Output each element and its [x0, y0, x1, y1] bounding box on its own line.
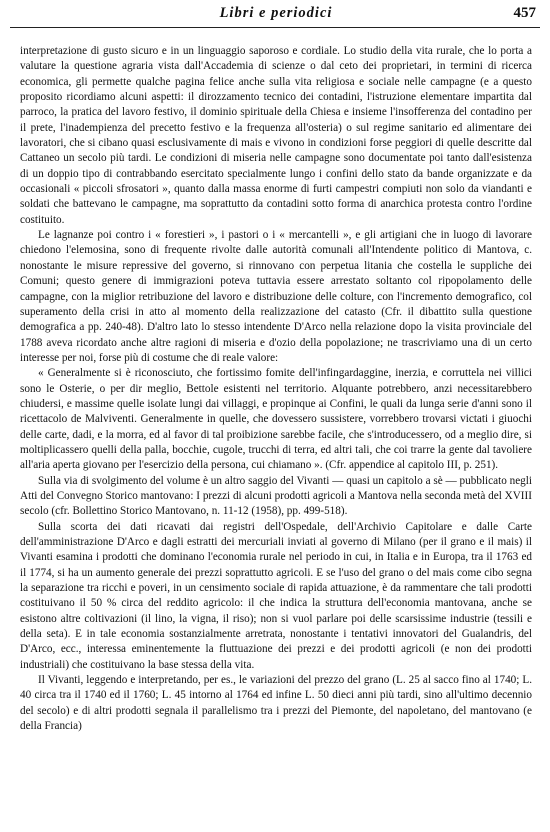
paragraph-3: Sulla via di svolgimento del volume è un altro saggio del Vivanti — quasi un capitolo a sè — pubblicato negli Atti del Convegno Storico mantovano: I prezzi di alcuni prodotti agricoli a Mantova nella seconda metà del XVIII secolo (cfr. Bollettino Storico Mantovano, n. 11-12 (1958), pp. 499-518).: [20, 474, 532, 518]
page-body: [20, 44, 532, 734]
paragraph-2: Le lagnanze poi contro i « forestieri », i pastori o i « mercantelli », e gli artigiani che in luogo di lavorare chiedono l'elemosina, sono di frequente rivolte dalle autorità comunali all'Intendente politico di Mantova, c. nonostante le misure repressive del governo, si rinnovano con perpetua litania che costella le suppliche dei Comuni; questo genere di immigrazioni poteva tuttavia essere arrestato soltanto col ripopolamento delle campagne, con la miglior retribuzione del lavoro e distribuzione delle colture, con l'incremento demografico, col superamento della crisi in atto al momento della realizzazione del catasto (Cfr. il dibattito sulla questione demografica a pp. 240-48). D'altro lato lo stesso intendente D'Arco nella relazione dopo la visita provinciale del 1788 aveva ricordato anche altre ragioni di miseria e d'ozio della popolazione; ne trascriviamo una di un certo interesse per noi, forse più di costume che di reale valore:: [20, 229, 532, 364]
paragraph-1: interpretazione di gusto sicuro e in un linguaggio saporoso e cordiale. Lo studio della vita rurale, che lo porta a valutare la questione agraria vista dall'Accademia di scienze o dal ceto dei proprietari, in termini di ricerca economica, gli permette qualche pagina felice anche sulla vita religiosa e sociale nelle campagne (e a questo proposito ricordiamo alcuni aspetti: il dirozzamento tecnico dei contadini, l'istruzione elementare impartita dal parroco, la pratica del lavoro festivo, il dominio spirituale della Chiesa e insieme l'insofferenza del contadino per il prete, l'inadempienza del precetto festivo e la frequenza all'osteria) o sul regime sanitario ed alimentare dei lavoratori, che si cibano quasi esclusivamente di mais e vivono in condizioni forse peggiori di quelle descritte dal Cattaneo un secolo più tardi. Le condizioni di miseria nelle campagne sono documentate poi tanto dall'esistenza di un doppio tipo di contrabbando esercitato specialmente lungo i confini dello stato da bande organizzate e da occasionali « piccoli sfrosatori », quanto dalla massa enorme di furti campestri compiuti non solo da viandanti e soldati che battevano le campagne, ma soprattutto da contadini sotto forma di anarchica protesta contro l'ordine costituito.: [20, 45, 532, 226]
running-title: Libri e periodici: [219, 5, 333, 21]
header-rule: [10, 27, 540, 28]
running-header: [10, 4, 542, 26]
paragraph-4: Sulla scorta dei dati ricavati dai registri dell'Ospedale, dell'Archivio Capitolare e dalle Carte dell'amministrazione D'Arco e dagli estratti dei mercuriali inviati al governo di Milano (per il grano e il mais) il Vivanti esamina i prodotti che dominano l'economia rurale nel periodo in cui, in Italia e in Europa, tra il 1763 ed il 1774, si ha un aumento generale dei prezzi soprattutto agricoli. E se l'uso del grano o del mais come cibo segna la separazione tra ricchi e poveri, in un censimento sociale di rapida attuazione, è da rammentare che tali prodotti costituivano il 50 % circa del reddito agricolo: il che indica la struttura dell'economia mantovana, anche se esistono altre coltivazioni (il lino, la vigna, il riso); non si vuol parlare poi delle scarsissime industrie (tessili e della seta). E in tale economia sostanzialmente arretrata, nonostante i tentativi innovatori del Gualandris, del D'Arco, ecc., interessa eminentemente la fluttuazione dei prezzi e dei prodotti agricoli (e non dei prodotti industriali) che costituivano la base stessa della vita.: [20, 520, 532, 671]
block-quote: « Generalmente si è riconosciuto, che fortissimo fomite dell'infingardaggine, inerzia, e corruttela nei villici sono le Osterie, o per dir meglio, Bettole esistenti nel territorio. Alquante potrebbero, anzi necessitarebbero chiudersi, e massime quelle isolate lungi dai villaggi, e propinque ai Confini, le quali da lunga serie d'anni sono il ricettacolo de Malviventi. Generalmente in quelle, che dovessero sussistere, vorrebbero trovarsi victati i giuochi delle carte, dadi, e la morra, ed al favor di tal proibizione sarebbe facile, che s'introducessero, od a meglio dire, si moltiplicassero quelli della palla, bocchie, cugole, trucchi di terra, ed altri tali, che coi trarre la gente dal tavoliere all'aria aperta giovano per l'esercizio della persona, cui chiamano ». (Cfr. appendice al capitolo III, p. 251).: [20, 367, 532, 472]
paragraph-5: Il Vivanti, leggendo e interpretando, per es., le variazioni del prezzo del grano (L. 25 al sacco fino al 1740; L. 40 circa tra il 1740 ed il 1760; L. 45 intorno al 1764 ed infine L. 50 dieci anni più tardi, sino all'ultimo decennio del secolo) e di altri prodotti segnala il parallelismo tra i prezzi del Piemonte, del napoletano, del mantovano (e della Francia): [20, 674, 532, 733]
page-number: 457: [513, 5, 536, 21]
